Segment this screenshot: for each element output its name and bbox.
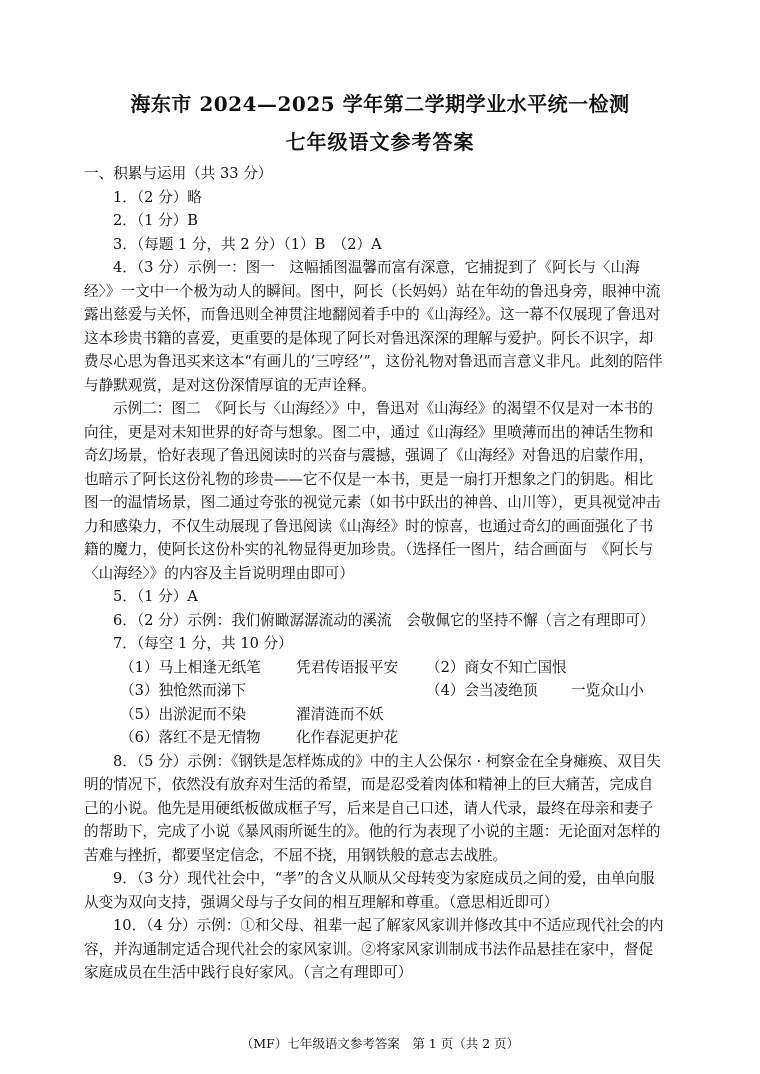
q7-item-4a: （4）会当凌绝顶	[426, 682, 538, 699]
q7-item-6b: 化作春泥更护花	[296, 729, 399, 746]
answer-q9: 9．（3 分）现代社会中，“孝”的含义从顺从父母转变为家庭成员之间的爱，由单向服从变为双向支持，强调父母与子女间的相互理解和尊重。（意思相近即可）	[84, 870, 655, 911]
answer-q1: 1．（2 分）略	[113, 188, 202, 206]
section-heading: 一、积累与运用（共 33 分）	[84, 165, 273, 182]
answer-q3: 3．（每题 1 分，共 2 分）（1）B （2）A	[113, 235, 382, 253]
q7-row-4	[84, 726, 666, 750]
q7-item-2a: （2）商女不知亡国恨	[426, 658, 567, 676]
document-title: 海东市 2024—2025 学年第二学期学业水平统一检测	[130, 92, 630, 116]
answer-q10: 10．（4 分）示例：①和父母、祖辈一起了解家风家训并修改其中不适应现代社会的内容，并沟通制定适合现代社会的家风家训。②将家风家训制成书法作品悬挂在家中，督促家庭成员在生活中践行良好家风。（言之有理即可）	[84, 917, 664, 981]
answer-q5: 5．（1 分）A	[113, 588, 198, 605]
q7-row-2	[84, 679, 666, 703]
q7-item-4b: 一览众山小	[571, 682, 644, 699]
q7-item-6a: （6）落红不是无情物	[120, 729, 261, 746]
answer-q4-example1: 4．（3 分）示例一：图一 这幅插图温馨而富有深意，它捕捉到了《阿长与〈山海经〉》一文中一个极为动人的瞬间。图中，阿长（长妈妈）站在年幼的鲁迅身旁，眼神中流露出慈爱与关怀，而鲁迅则全神贯注地翻阅着手中的《山海经》。这一幕不仅展现了鲁迅对这本珍贵书籍的喜爱，更重要的是体现了阿长对鲁迅深深的理解与爱护。阿长不识字，却费尽心思为鲁迅买来这本“有画儿的‘三哼经’”，这份礼物对鲁迅而言意义非凡。此刻的陪伴与静默观赏，是对这份深情厚谊的无声诠释。	[84, 259, 663, 394]
answer-q6: 6．（2 分）示例：我们俯瞰潺潺流动的溪流 会敬佩它的坚持不懈（言之有理即可）	[113, 611, 655, 629]
page-footer: （MF）七年级语文参考答案 第 1 页（共 2 页）	[240, 1036, 520, 1051]
answer-q4-example2: 示例二：图二 《阿长与〈山海经〉》中，鲁迅对《山海经》的渴望不仅是对一本书的向往，更是对未知世界的好奇与想象。图二中，通过《山海经》里喷薄而出的神话生物和奇幻场景，恰好表现了鲁迅阅读时的兴奋与震撼，强调了《山海经》对鲁迅的启蒙作用，也暗示了阿长这份礼物的珍贵——它不仅是一本书，更是一扇打开想象之门的钥匙。相比图一的温情场景，图二通过夸张的视觉元素（如书中跃出的神兽、山川等），更具视觉冲击力和感染力，不仅生动展现了鲁迅阅读《山海经》时的惊喜，也通过奇幻的画面强化了书籍的魔力，使阿长这份朴实的礼物显得更加珍贵。（选择任一图片，结合画面与 《阿长与〈山海经〉》的内容及主旨说明理由即可）	[84, 400, 661, 582]
q7-item-1b: 凭君传语报平安	[296, 658, 399, 676]
q7-item-5b: 濯清涟而不妖	[296, 705, 384, 723]
answer-body	[84, 162, 666, 985]
answer-q8: 8．（5 分）示例：《钢铁是怎样炼成的》中的主人公保尔 · 柯察金在全身瘫痪、双目失明的情况下，依然没有放弃对生活的希望，而是忍受着肉体和精神上的巨大痛苦，完成自己的小说。他先是用硬纸板做成框子写，后来是自己口述，请人代录，最终在母亲和妻子的帮助下，完成了小说《暴风雨所诞生的》。他的行为表现了小说的主题：无论面对怎样的苦难与挫折，都要坚定信念，不屈不挠，用钢铁般的意志去战胜。	[84, 752, 661, 864]
document-subtitle: 七年级语文参考答案	[285, 130, 475, 154]
q7-item-5a: （5）出淤泥而不染	[120, 705, 247, 723]
answer-q7: 7．（每空 1 分，共 10 分）	[113, 635, 293, 652]
q7-item-3: （3）独怆然而涕下	[120, 682, 247, 699]
q7-item-1a: （1）马上相逢无纸笔	[120, 658, 261, 676]
q7-row-1	[84, 656, 666, 680]
q7-row-3	[84, 703, 666, 727]
answer-q2: 2．（1 分）B	[113, 212, 199, 229]
